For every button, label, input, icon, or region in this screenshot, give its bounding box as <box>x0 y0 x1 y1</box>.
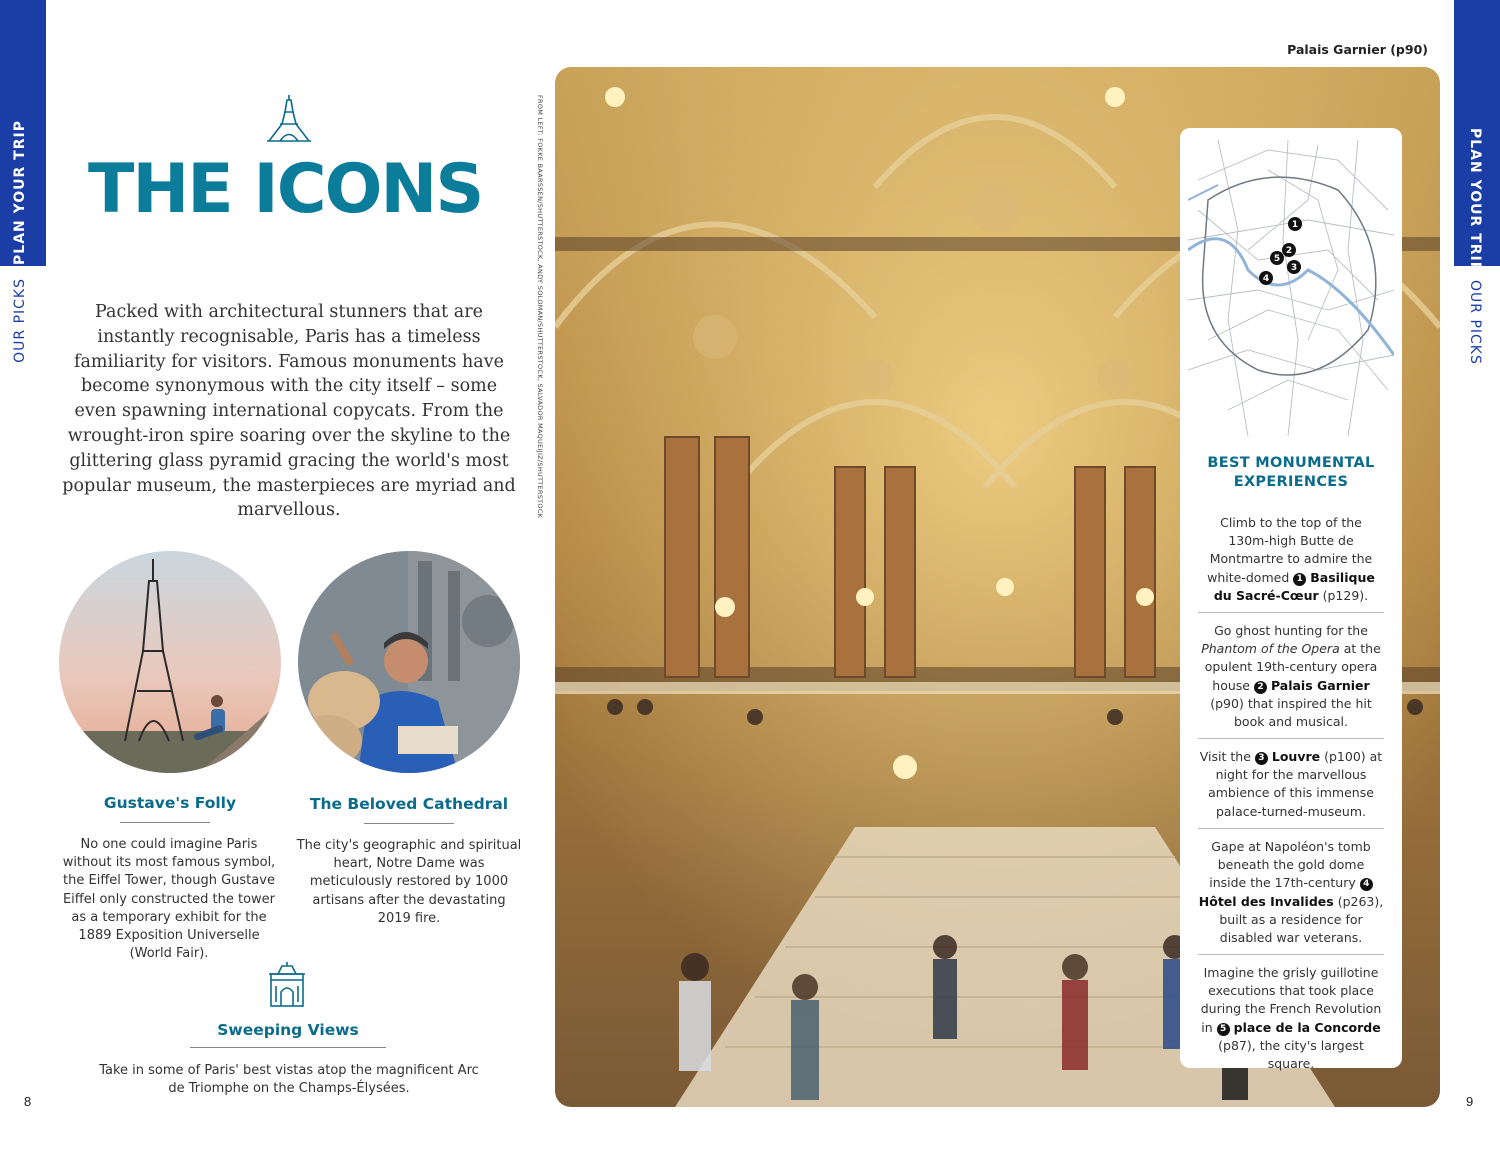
pick-place-name: Louvre <box>1271 749 1321 764</box>
pick-text: Go ghost hunting for the <box>1214 623 1368 638</box>
item-text-gustaves-folly: No one could imagine Paris without its most famous symbol, the Eiffel Tower, though Gustave Eiffel only constructed the tower as a temporary exhibit for the 1889 Exposition Universelle (World Fair). <box>62 837 276 962</box>
pick-place-name: Basilique du Sacré-Cœur <box>1213 569 1375 603</box>
map-marker-3: 3 <box>1290 263 1298 273</box>
right-tab-section: PLAN YOUR TRIP <box>1467 128 1483 273</box>
page-title: THE ICONS <box>88 150 483 229</box>
pick-divider <box>1198 954 1384 955</box>
left-page-number: 8 <box>24 1094 32 1109</box>
pick-text: Gape at Napoléon's tomb beneath the gold dome inside the 17th-century <box>1209 839 1371 891</box>
pick-number-badge: 1 <box>1293 573 1306 586</box>
photo-credit: FROM LEFT: FOKKE BAARSSEN/SHUTTERSTOCK, ANDY SOLOMAN/SHUTTERSTOCK, SALVADOR MAQUEIJIZ/SHUTTERSTOCK <box>536 95 544 519</box>
pick-place-name: Hôtel des Invalides <box>1198 893 1334 909</box>
item-title-sweeping-views: Sweeping Views <box>217 1021 359 1039</box>
pick-number-badge: 5 <box>1217 1023 1230 1036</box>
pick-italic-title: Phantom of the Opera <box>1201 641 1340 657</box>
pick-text: at the opulent 19th-century opera house <box>1204 641 1381 693</box>
pick-item <box>1198 514 1384 605</box>
eiffel-tower-photo <box>59 551 281 773</box>
pick-text: (p87), the city's largest square. <box>1218 1037 1364 1072</box>
item-text-beloved-cathedral: The city's geographic and spiritual heart, Notre Dame was meticulously restored by 1000 artisans after the devastating 2019 fire. <box>296 838 522 926</box>
map-marker-4: 4 <box>1262 274 1270 284</box>
left-tab-section: PLAN YOUR TRIP <box>12 120 28 265</box>
pick-text: Imagine the grisly guillotine executions that took place during the French Revolution in <box>1200 965 1382 1035</box>
pick-text: (p100) at night for the marvellous ambience of this immense palace-turned-museum. <box>1208 749 1383 819</box>
pick-number-badge: 3 <box>1255 752 1268 765</box>
map-marker-2: 2 <box>1285 246 1293 256</box>
item-text-sweeping-views: Take in some of Paris' best vistas atop the magnificent Arc de Triomphe on the Champs-Élysées. <box>99 1063 479 1097</box>
item-divider <box>364 823 454 824</box>
pick-divider <box>1198 612 1384 613</box>
eiffel-tower-icon <box>266 94 312 142</box>
right-page-number: 9 <box>1466 1094 1474 1109</box>
right-tab-subsection: OUR PICKS <box>1467 280 1483 365</box>
pick-number-badge: 2 <box>1254 681 1267 694</box>
pick-text: (p129). <box>1322 587 1369 603</box>
map-marker-1: 1 <box>1291 220 1299 230</box>
notre-dame-artisan-photo <box>298 551 520 773</box>
pick-text: Visit the <box>1199 749 1251 764</box>
item-divider <box>190 1047 386 1048</box>
pick-item <box>1198 964 1384 1073</box>
paris-map <box>1188 140 1394 436</box>
pick-place-name: place de la Concorde <box>1233 1019 1381 1035</box>
sidebar-title: BEST MONUMENTAL EXPERIENCES <box>1207 455 1375 490</box>
best-experiences-card <box>1180 128 1402 1072</box>
map-marker-5: 5 <box>1273 254 1281 264</box>
pick-divider <box>1198 738 1384 739</box>
hero-caption: Palais Garnier (p90) <box>1287 42 1428 57</box>
item-divider <box>120 822 210 823</box>
pick-divider <box>1198 828 1384 829</box>
pick-place-name: Palais Garnier <box>1270 677 1370 693</box>
pick-text: Climb to the top of the 130m-high Butte de Montmartre to admire the white-domed <box>1207 515 1373 585</box>
item-title-beloved-cathedral: The Beloved Cathedral <box>309 795 509 813</box>
intro-paragraph: Packed with architectural stunners that are instantly recognisable, Paris has a timeless familiarity for visitors. Famous monuments have become synonymous with the city itself – some even spawning international copycats. From the wrought-iron spire soaring over the skyline to the glittering glass pyramid gracing the world's most popular museum, the masterpieces are myriad and marvellous. <box>62 302 516 521</box>
item-title-gustaves-folly: Gustave's Folly <box>103 794 237 812</box>
left-tab-subsection: OUR PICKS <box>12 278 28 363</box>
pick-item <box>1198 622 1384 731</box>
pick-item <box>1198 838 1384 947</box>
pick-text: (p90) that inspired the hit book and musical. <box>1210 695 1372 730</box>
pick-number-badge: 4 <box>1360 878 1373 891</box>
arc-de-triomphe-icon <box>268 962 306 1008</box>
pick-item <box>1198 748 1384 821</box>
pick-text: (p263), built as a residence for disabled war veterans. <box>1219 893 1384 946</box>
